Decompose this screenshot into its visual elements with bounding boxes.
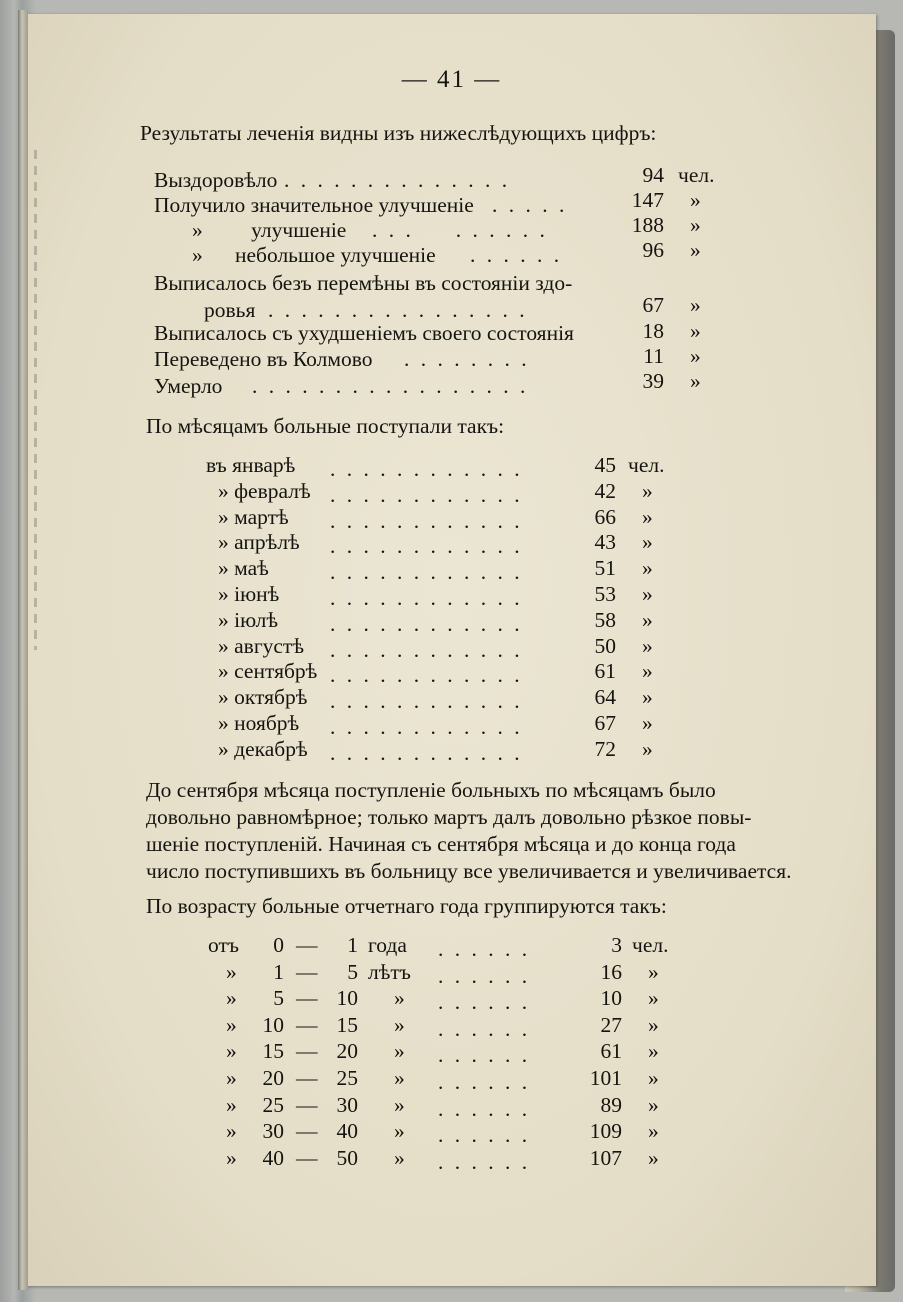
leader-dots: . . . . . . . . . . . . bbox=[330, 663, 523, 688]
month-unit: » bbox=[642, 478, 653, 503]
leader-dots: . . . . . . bbox=[438, 1149, 531, 1174]
leader-dots: . . . . . . bbox=[438, 1123, 531, 1148]
age-dash: — bbox=[296, 1066, 318, 1090]
binding-stitches bbox=[34, 150, 37, 650]
age-prefix: » bbox=[226, 1092, 237, 1117]
month-label: » февралѣ bbox=[218, 478, 311, 503]
paragraph-line: число поступившихъ въ больницу все увеличивается и увеличивается. bbox=[146, 859, 792, 883]
age-to: 25 bbox=[336, 1066, 358, 1090]
month-label: » сентябрѣ bbox=[218, 659, 318, 684]
results-row-label: Получило значительное улучшеніе bbox=[154, 193, 474, 217]
month-label: » октябрѣ bbox=[218, 685, 308, 710]
age-word: года bbox=[368, 933, 407, 957]
results-row-value: 94 bbox=[642, 163, 664, 187]
leader-dots: . . . . . . . . . . . . bbox=[330, 482, 523, 507]
results-row-value: 67 bbox=[642, 293, 664, 317]
leader-dots: . . . . . . bbox=[438, 963, 531, 988]
results-row-value: 147 bbox=[631, 188, 664, 212]
results-row-unit: » bbox=[690, 293, 701, 317]
results-row-value: 11 bbox=[643, 344, 664, 368]
month-value: 51 bbox=[594, 556, 616, 581]
age-dash: — bbox=[296, 1039, 318, 1064]
age-from: 1 bbox=[273, 959, 284, 984]
leader-dots: . . . . . . bbox=[438, 1016, 531, 1041]
month-unit: » bbox=[642, 685, 653, 710]
month-label: » іюнѣ bbox=[218, 582, 280, 606]
leader-dots: . . . . . . . . . . . . bbox=[330, 457, 523, 481]
age-to: 5 bbox=[347, 959, 358, 984]
age-word: » bbox=[394, 1092, 405, 1117]
results-row-unit: чел. bbox=[678, 163, 715, 187]
month-unit: » bbox=[642, 633, 653, 658]
age-prefix: » bbox=[226, 1119, 237, 1144]
age-dash: — bbox=[296, 1145, 318, 1170]
age-to: 20 bbox=[336, 1039, 358, 1064]
age-word: » bbox=[394, 1039, 405, 1064]
age-value: 61 bbox=[600, 1039, 622, 1064]
leader-dots: . . . . . . . . . . . . bbox=[330, 534, 523, 559]
leader-dots: . . . . . . bbox=[438, 1070, 531, 1094]
month-unit: » bbox=[642, 582, 653, 606]
age-from: 0 bbox=[273, 933, 284, 957]
results-row-label: Умерло bbox=[154, 374, 223, 398]
month-value: 58 bbox=[594, 607, 616, 632]
leader-dots: . . . . . . bbox=[438, 990, 531, 1015]
age-to: 40 bbox=[336, 1119, 358, 1144]
month-value: 42 bbox=[594, 478, 616, 503]
month-label: въ январѣ bbox=[206, 453, 296, 477]
results-row-unit: » bbox=[690, 369, 701, 393]
month-value: 50 bbox=[594, 633, 616, 658]
results-row-unit: » bbox=[690, 188, 701, 212]
leader-dots: . . . . . . . . . . . . bbox=[330, 689, 523, 714]
age-dash: — bbox=[296, 1012, 318, 1037]
month-value: 53 bbox=[594, 582, 616, 606]
age-prefix: » bbox=[226, 1012, 237, 1037]
leader-dots: . . . . . bbox=[492, 193, 568, 217]
results-row-label: » небольшое улучшеніе bbox=[192, 243, 436, 267]
month-unit: » bbox=[642, 736, 653, 761]
results-row-value: 39 bbox=[642, 369, 664, 393]
results-intro: Результаты леченія видны изъ нижеслѣдующихъ цифръ: bbox=[140, 121, 657, 145]
leader-dots: . . . . . . . . bbox=[404, 347, 530, 371]
age-prefix: » bbox=[226, 986, 237, 1011]
age-prefix: отъ bbox=[208, 933, 239, 957]
results-row-label: Переведено въ Колмово bbox=[154, 347, 373, 371]
age-to: 1 bbox=[347, 933, 358, 957]
age-unit: » bbox=[648, 1066, 659, 1090]
leader-dots: . . . . . . bbox=[438, 937, 531, 961]
month-label: » апрѣлѣ bbox=[218, 530, 300, 555]
month-unit: » bbox=[642, 530, 653, 555]
leader-dots: . . . . . . . . . . . . bbox=[330, 611, 523, 636]
leader-dots: . . . . . . . . . . . . . . . . bbox=[268, 298, 528, 322]
age-word: » bbox=[394, 1119, 405, 1144]
paragraph-line: До сентября мѣсяца поступленіе больныхъ по мѣсяцамъ было bbox=[146, 778, 716, 802]
month-value: 64 bbox=[594, 685, 616, 710]
age-from: 10 bbox=[262, 1012, 284, 1037]
age-word: » bbox=[394, 986, 405, 1011]
book-spine bbox=[18, 10, 28, 1290]
age-word: » bbox=[394, 1145, 405, 1170]
age-value: 107 bbox=[589, 1145, 622, 1170]
results-row-value: 96 bbox=[642, 238, 664, 262]
age-value: 101 bbox=[589, 1066, 622, 1090]
age-unit: » bbox=[648, 959, 659, 984]
leader-dots: . . . . . . . . . . . . bbox=[330, 508, 523, 533]
age-prefix: » bbox=[226, 1145, 237, 1170]
age-to: 30 bbox=[336, 1092, 358, 1117]
age-dash: — bbox=[296, 1119, 318, 1144]
age-prefix: » bbox=[226, 1066, 237, 1090]
age-from: 25 bbox=[262, 1092, 284, 1117]
age-unit: чел. bbox=[632, 933, 669, 957]
leader-dots: . . . . . . . . . . . . bbox=[330, 560, 523, 585]
results-row-value: 18 bbox=[642, 319, 664, 343]
leader-dots: . . . . . . . . . . . . bbox=[330, 586, 523, 610]
leader-dots: . . . . . . bbox=[470, 243, 563, 267]
leader-dots: . . . . . . . . . . . . bbox=[330, 637, 523, 662]
paragraph-line: довольно равномѣрное; только мартъ далъ довольно рѣзкое повы- bbox=[146, 805, 752, 829]
age-unit: » bbox=[648, 1039, 659, 1064]
leader-dots: . . . . . . . . . . . . bbox=[330, 740, 523, 765]
months-intro: По мѣсяцамъ больные поступали такъ: bbox=[146, 414, 505, 438]
leader-dots: . . . . . . bbox=[438, 1043, 531, 1068]
age-word: » bbox=[394, 1066, 405, 1090]
age-unit: » bbox=[648, 1092, 659, 1117]
month-unit: » bbox=[642, 711, 653, 735]
results-row-label: ровья bbox=[204, 298, 256, 322]
age-prefix: » bbox=[226, 1039, 237, 1064]
results-row-label-continued: Выписалось безъ перемѣны въ состояніи здо- bbox=[154, 271, 573, 295]
results-row-unit: » bbox=[690, 319, 701, 343]
age-from: 30 bbox=[262, 1119, 284, 1144]
month-value: 43 bbox=[594, 530, 616, 555]
month-unit: » bbox=[642, 556, 653, 581]
age-value: 89 bbox=[600, 1092, 622, 1117]
age-dash: — bbox=[296, 1092, 318, 1117]
page-number: — 41 — bbox=[401, 66, 502, 93]
ages-intro: По возрасту больные отчетнаго года группируются такъ: bbox=[146, 894, 667, 918]
month-value: 61 bbox=[594, 659, 616, 684]
age-prefix: » bbox=[226, 959, 237, 984]
age-to: 15 bbox=[336, 1012, 358, 1037]
age-from: 40 bbox=[262, 1145, 284, 1170]
month-value: 66 bbox=[594, 504, 616, 529]
month-value: 67 bbox=[594, 711, 616, 735]
month-label: » ноябрѣ bbox=[218, 711, 300, 735]
results-row-unit: » bbox=[690, 238, 701, 262]
age-value: 3 bbox=[611, 933, 622, 957]
month-label: » іюлѣ bbox=[218, 607, 279, 632]
month-label: » мартѣ bbox=[218, 504, 289, 529]
age-to: 50 bbox=[336, 1145, 358, 1170]
age-unit: » bbox=[648, 1012, 659, 1037]
month-unit: чел. bbox=[628, 453, 665, 477]
results-row-unit: » bbox=[690, 344, 701, 368]
month-label: » августѣ bbox=[218, 633, 304, 658]
month-value: 72 bbox=[594, 736, 616, 761]
age-dash: — bbox=[296, 959, 318, 984]
age-unit: » bbox=[648, 986, 659, 1011]
results-row-label: Выздоровѣло bbox=[154, 168, 278, 192]
leader-dots: . . . . . . . . . . . . . . bbox=[284, 168, 511, 192]
results-row-value: 188 bbox=[631, 213, 664, 237]
age-from: 20 bbox=[262, 1066, 284, 1090]
age-unit: » bbox=[648, 1119, 659, 1144]
leader-dots: . . . . . . . . . bbox=[372, 218, 548, 242]
month-unit: » bbox=[642, 659, 653, 684]
results-row-label: » улучшеніе bbox=[192, 218, 347, 242]
month-label: » маѣ bbox=[218, 556, 269, 581]
leader-dots: . . . . . . . . . . . . . . . . . bbox=[252, 374, 529, 398]
month-unit: » bbox=[642, 504, 653, 529]
age-from: 15 bbox=[262, 1039, 284, 1064]
age-dash: — bbox=[296, 986, 318, 1011]
age-value: 16 bbox=[600, 959, 622, 984]
paragraph-line: шеніе поступленій. Начиная съ сентября мѣсяца и до конца года bbox=[146, 832, 736, 856]
age-word: лѣтъ bbox=[368, 959, 411, 984]
leader-dots: . . . . . . bbox=[438, 1096, 531, 1121]
age-to: 10 bbox=[336, 986, 358, 1011]
age-value: 109 bbox=[589, 1119, 622, 1144]
results-row-unit: » bbox=[690, 213, 701, 237]
age-value: 10 bbox=[600, 986, 622, 1011]
age-value: 27 bbox=[600, 1012, 622, 1037]
month-label: » декабрѣ bbox=[218, 736, 308, 761]
month-unit: » bbox=[642, 607, 653, 632]
month-value: 45 bbox=[594, 453, 616, 477]
age-unit: » bbox=[648, 1145, 659, 1170]
age-dash: — bbox=[296, 933, 318, 957]
age-word: » bbox=[394, 1012, 405, 1037]
age-from: 5 bbox=[273, 986, 284, 1011]
leader-dots: . . . . . . . . . . . . bbox=[330, 715, 523, 739]
results-row-label: Выписалось съ ухудшеніемъ своего состоянія bbox=[154, 321, 574, 345]
